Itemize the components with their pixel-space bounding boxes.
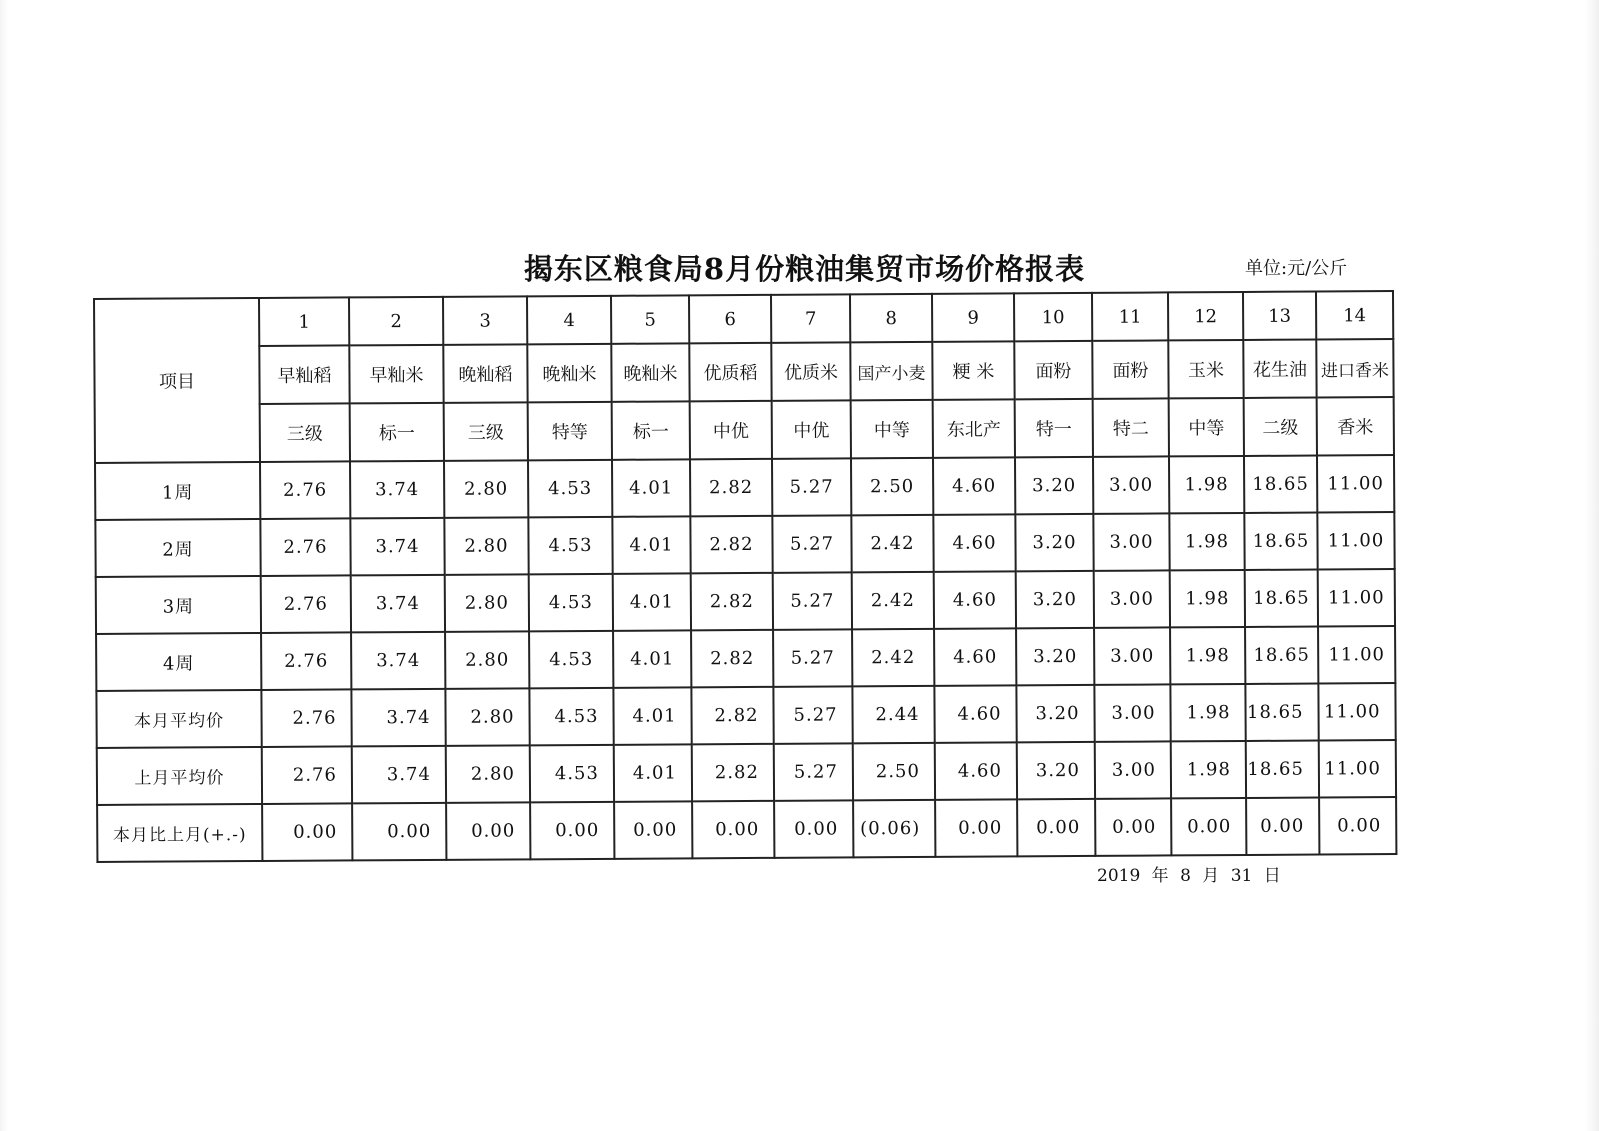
table-row (95, 512, 1394, 577)
column-grade: 特二 (1093, 398, 1169, 456)
column-product-name: 晚籼米 (611, 343, 689, 401)
price-cell: 4.01 (614, 744, 692, 801)
column-number: 11 (1092, 292, 1168, 340)
price-cell: 2.44 (852, 686, 934, 743)
column-grade: 二级 (1244, 398, 1317, 456)
report-date: 2019 年 8 月 31 日 (1097, 866, 1281, 886)
column-grade: 标一 (350, 403, 444, 462)
column-product-name: 面粉 (1092, 340, 1168, 398)
price-cell: 3.00 (1094, 627, 1170, 684)
price-cell: 2.80 (445, 631, 529, 689)
column-product-name: 早籼稻 (259, 345, 349, 404)
column-number: 6 (689, 295, 771, 344)
column-grade: 东北产 (933, 399, 1015, 457)
header-number-row (94, 291, 1393, 347)
price-cell: 5.27 (773, 629, 852, 686)
price-cell: 4.60 (933, 514, 1015, 571)
price-cell: 18.65 (1244, 456, 1317, 513)
price-cell: 2.50 (851, 458, 933, 515)
price-cell: 3.74 (350, 518, 444, 576)
price-cell: 4.60 (935, 742, 1017, 799)
column-number: 1 (259, 297, 349, 346)
column-grade: 中优 (690, 401, 772, 459)
price-cell: 4.53 (529, 688, 613, 746)
price-cell: 0.00 (262, 803, 352, 861)
price-cell: 5.27 (773, 572, 852, 629)
price-cell: 2.50 (853, 743, 935, 800)
price-cell: 4.53 (528, 460, 612, 518)
table-row (95, 455, 1394, 520)
price-cell: 0.00 (352, 803, 446, 861)
price-cell: 18.65 (1246, 741, 1319, 798)
row-label: 2周 (95, 519, 260, 577)
price-cell: 3.00 (1094, 570, 1170, 627)
table-row (97, 797, 1396, 862)
price-cell: 3.74 (352, 746, 446, 804)
price-cell: (0.06) (853, 800, 935, 857)
price-cell: 3.74 (350, 461, 444, 519)
price-cell: 5.27 (773, 686, 852, 743)
column-number: 14 (1316, 291, 1393, 339)
price-cell: 2.82 (691, 630, 773, 687)
price-cell: 1.98 (1170, 684, 1245, 741)
header-grade-row (95, 397, 1394, 463)
column-number: 4 (527, 296, 611, 345)
price-cell: 3.20 (1016, 685, 1094, 742)
price-cell: 3.20 (1016, 571, 1094, 628)
price-cell: 2.82 (690, 516, 772, 573)
price-cell: 3.20 (1015, 457, 1093, 514)
price-cell: 0.00 (1171, 798, 1246, 855)
column-grade: 中等 (851, 400, 933, 458)
price-cell: 2.80 (446, 745, 530, 803)
price-table (93, 290, 1397, 863)
price-cell: 5.27 (772, 458, 851, 515)
row-label: 4周 (96, 633, 261, 691)
header-name-row (94, 339, 1393, 405)
price-cell: 0.00 (774, 800, 853, 857)
price-cell: 3.00 (1093, 456, 1169, 513)
column-grade: 特一 (1015, 399, 1093, 457)
price-cell: 11.00 (1318, 683, 1395, 740)
column-product-name: 早籼米 (349, 345, 443, 404)
price-cell: 2.80 (444, 517, 528, 575)
price-cell: 3.00 (1093, 513, 1169, 570)
price-cell: 2.82 (691, 573, 773, 630)
price-cell: 4.01 (612, 516, 690, 573)
table-row (96, 683, 1395, 748)
price-cell: 2.76 (260, 518, 350, 576)
price-cell: 11.00 (1318, 569, 1395, 626)
price-cell: 0.00 (1095, 798, 1171, 855)
column-number: 12 (1168, 292, 1243, 340)
price-cell: 2.82 (690, 459, 772, 516)
column-product-name: 优质稻 (689, 343, 771, 401)
price-cell: 2.42 (851, 515, 933, 572)
price-cell: 11.00 (1317, 455, 1394, 512)
price-cell: 11.00 (1317, 512, 1394, 569)
price-cell: 3.74 (351, 575, 445, 633)
column-number: 2 (349, 297, 443, 346)
price-cell: 4.01 (613, 630, 691, 687)
column-product-name: 玉米 (1168, 340, 1243, 398)
price-cell: 3.20 (1016, 628, 1094, 685)
column-number: 3 (443, 296, 527, 345)
price-cell: 2.82 (691, 687, 773, 744)
price-cell: 0.00 (1017, 799, 1095, 856)
price-cell: 4.60 (934, 685, 1016, 742)
column-product-name: 晚籼米 (527, 344, 611, 403)
column-product-name: 面粉 (1014, 341, 1092, 399)
price-cell: 3.20 (1015, 514, 1093, 571)
table-row (96, 569, 1395, 634)
price-cell: 4.60 (934, 628, 1016, 685)
price-cell: 3.00 (1095, 741, 1171, 798)
price-cell: 1.98 (1169, 456, 1244, 513)
price-cell: 2.76 (261, 575, 351, 633)
price-cell: 4.53 (530, 745, 614, 803)
row-label: 上月平均价 (97, 747, 262, 805)
column-number: 5 (611, 295, 689, 343)
price-cell: 5.27 (772, 515, 851, 572)
column-grade: 三级 (260, 403, 350, 462)
price-cell: 4.01 (613, 687, 691, 744)
column-number: 9 (932, 293, 1014, 342)
price-cell: 3.74 (351, 689, 445, 747)
unit-label: 单位:元/公斤 (1245, 258, 1348, 279)
row-label: 本月比上月(+.-) (97, 804, 262, 862)
column-product-name: 优质米 (771, 342, 850, 400)
price-cell: 3.20 (1017, 742, 1095, 799)
price-cell: 2.42 (852, 572, 934, 629)
column-grade: 中等 (1169, 398, 1244, 456)
column-product-name: 花生油 (1243, 340, 1316, 398)
price-cell: 0.00 (1319, 797, 1396, 854)
column-number: 10 (1014, 293, 1092, 341)
table-row (97, 740, 1396, 805)
price-cell: 3.74 (351, 632, 445, 690)
price-cell: 0.00 (446, 802, 530, 860)
price-cell: 2.42 (852, 629, 934, 686)
price-cell: 1.98 (1171, 741, 1246, 798)
price-cell: 18.65 (1244, 513, 1317, 570)
column-grade: 中优 (772, 400, 851, 458)
column-grade: 三级 (444, 402, 528, 461)
price-cell: 0.00 (692, 801, 774, 858)
price-cell: 2.76 (260, 461, 350, 519)
price-cell: 11.00 (1319, 740, 1396, 797)
price-cell: 4.53 (529, 574, 613, 632)
price-cell: 4.60 (934, 571, 1016, 628)
price-cell: 18.65 (1245, 627, 1318, 684)
price-cell: 5.27 (774, 743, 853, 800)
price-cell: 3.00 (1094, 684, 1170, 741)
price-cell: 4.60 (933, 457, 1015, 514)
column-number: 7 (771, 294, 850, 342)
price-cell: 18.65 (1245, 684, 1318, 741)
price-cell: 4.53 (528, 517, 612, 575)
price-cell: 1.98 (1170, 627, 1245, 684)
price-cell: 1.98 (1170, 570, 1245, 627)
table-row (96, 626, 1395, 691)
price-cell: 1.98 (1169, 513, 1244, 570)
price-cell: 11.00 (1318, 626, 1395, 683)
price-cell: 2.76 (261, 632, 351, 690)
price-cell: 2.80 (445, 574, 529, 632)
price-cell: 4.53 (529, 631, 613, 689)
price-cell: 0.00 (614, 801, 692, 858)
price-cell: 4.01 (613, 573, 691, 630)
row-label: 3周 (96, 576, 261, 634)
column-grade: 特等 (528, 402, 612, 461)
price-cell: 2.82 (692, 744, 774, 801)
column-product-name: 粳 米 (932, 341, 1014, 399)
column-product-name: 晚籼稻 (443, 344, 527, 403)
price-cell: 4.01 (612, 459, 690, 516)
price-cell: 2.80 (445, 688, 529, 746)
price-cell: 0.00 (1246, 798, 1319, 855)
item-header-cell: 项目 (94, 298, 260, 463)
price-cell: 18.65 (1245, 570, 1318, 627)
column-number: 13 (1243, 292, 1316, 340)
column-number: 8 (850, 294, 932, 343)
row-label: 1周 (95, 462, 260, 520)
price-cell: 2.80 (444, 460, 528, 518)
price-cell: 2.76 (261, 689, 351, 747)
price-cell: 0.00 (530, 802, 614, 860)
price-cell: 0.00 (935, 799, 1017, 856)
column-product-name: 进口香米 (1316, 339, 1393, 397)
report-title: 揭东区粮食局8月份粮油集贸市场价格报表 (523, 252, 1086, 286)
column-product-name: 国产小麦 (850, 342, 932, 400)
price-cell: 2.76 (262, 746, 352, 804)
column-grade: 香米 (1317, 397, 1394, 455)
row-label: 本月平均价 (96, 690, 261, 748)
column-grade: 标一 (612, 401, 690, 459)
